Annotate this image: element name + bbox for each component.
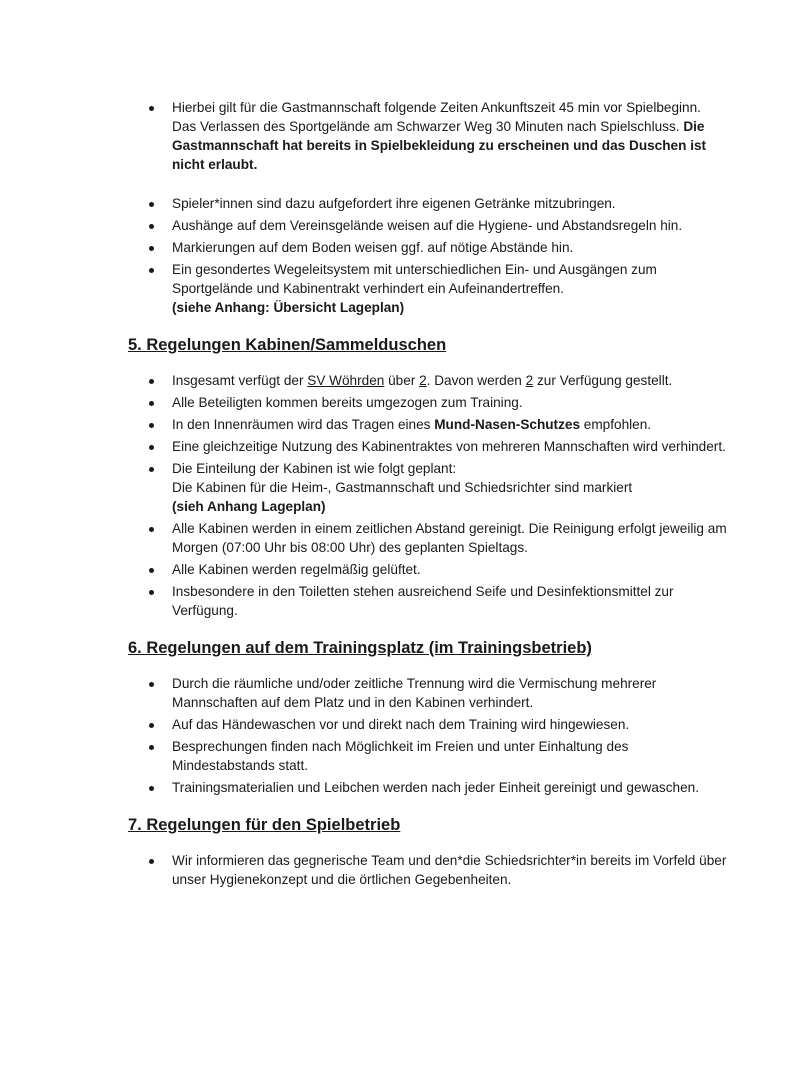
list-item (128, 238, 728, 257)
section5-list (128, 371, 728, 620)
item-text: zur Verfügung gestellt. (533, 373, 673, 388)
item-text: Eine gleichzeitige Nutzung des Kabinentraktes von mehreren Mannschaften wird verhindert. (172, 439, 726, 454)
club-name: SV Wöhrden (307, 373, 385, 388)
section6-list (128, 674, 728, 797)
section-heading-7: 7. Regelungen für den Spielbetrieb (128, 816, 401, 834)
intro-list (128, 98, 728, 317)
item-text: Insbesondere in den Toiletten stehen ausreichend Seife und Desinfektionsmittel zur Verfügung. (172, 584, 674, 618)
list-item (128, 415, 728, 434)
section7-list (128, 851, 728, 889)
item-bold-text: Mund-Nasen-Schutzes (434, 417, 581, 432)
item-text: Aushänge auf dem Vereinsgelände weisen auf die Hygiene- und Abstandsregeln hin. (172, 218, 683, 233)
item-text: Spieler*innen sind dazu aufgefordert ihre eigenen Getränke mitzubringen. (172, 196, 616, 211)
list-item (128, 560, 728, 579)
list-item (128, 715, 728, 734)
list-item (128, 778, 728, 797)
list-item (128, 437, 728, 456)
item-text: Durch die räumliche und/oder zeitliche Trennung wird die Vermischung mehrerer Mannschaften auf dem Platz und in den Kabinen verhindert. (172, 676, 657, 710)
list-item (128, 582, 728, 620)
list-item (128, 260, 728, 317)
list-item (128, 216, 728, 235)
item-text: Die Kabinen für die Heim-, Gastmannschaft und Schiedsrichter sind markiert (172, 480, 633, 495)
item-text: In den Innenräumen wird das Tragen eines (172, 417, 435, 432)
list-item (128, 851, 728, 889)
list-item (128, 393, 728, 412)
item-text: Hierbei gilt für die Gastmannschaft folgende Zeiten Ankunftszeit 45 min vor Spielbeginn. Das Verlassen des Sportgelände am Schwarzer Weg 30 Minuten nach Spielschluss. (172, 100, 701, 134)
item-text: Die Einteilung der Kabinen ist wie folgt geplant: (172, 461, 457, 476)
item-text: Trainingsmaterialien und Leibchen werden nach jeder Einheit gereinigt und gewaschen. (172, 780, 699, 795)
item-bold-text: (sieh Anhang Lageplan) (172, 499, 326, 514)
item-text: empfohlen. (580, 417, 652, 432)
item-bold-text: (siehe Anhang: Übersicht Lageplan) (172, 300, 405, 315)
section-heading-5: 5. Regelungen Kabinen/Sammelduschen (128, 336, 447, 354)
list-item (128, 519, 728, 557)
item-text: Ein gesondertes Wegeleitsystem mit unterschiedlichen Ein- und Ausgängen zum Sportgelände und Kabinentrakt verhindert ein Aufeinandertreffen. (172, 262, 657, 296)
item-text: Besprechungen finden nach Möglichkeit im Freien und unter Einhaltung des Mindestabstands statt. (172, 739, 629, 773)
item-text: Alle Kabinen werden in einem zeitlichen Abstand gereinigt. Die Reinigung erfolgt jeweilig am Morgen (07:00 Uhr bis 08:00 Uhr) des geplanten Spieltags. (172, 521, 727, 555)
item-text: Markierungen auf dem Boden weisen ggf. auf nötige Abstände hin. (172, 240, 574, 255)
item-bold-text: Die Gastmannschaft hat bereits in Spielbekleidung zu erscheinen und das Duschen ist nicht erlaubt. (172, 119, 707, 172)
cabin-count: 2 (419, 373, 427, 388)
list-item (128, 459, 728, 516)
document-content (128, 98, 728, 892)
item-text: Auf das Händewaschen vor und direkt nach dem Training wird hingewiesen. (172, 717, 630, 732)
section-heading-6: 6. Regelungen auf dem Trainingsplatz (im Trainingsbetrieb) (128, 639, 592, 657)
item-text: Alle Kabinen werden regelmäßig gelüftet. (172, 562, 421, 577)
item-text: Alle Beteiligten kommen bereits umgezogen zum Training. (172, 395, 523, 410)
item-text: über (384, 373, 420, 388)
item-text: Insgesamt verfügt der (172, 373, 308, 388)
item-text: Wir informieren das gegnerische Team und den*die Schiedsrichter*in bereits im Vorfeld über unser Hygienekonzept und die örtlichen Gegebenheiten. (172, 853, 727, 887)
list-item (128, 371, 728, 390)
list-item (128, 674, 728, 712)
list-item (128, 737, 728, 775)
cabin-available-count: 2 (525, 373, 534, 388)
item-text: . Davon werden (426, 373, 526, 388)
list-item (128, 194, 728, 213)
list-item (128, 98, 728, 174)
